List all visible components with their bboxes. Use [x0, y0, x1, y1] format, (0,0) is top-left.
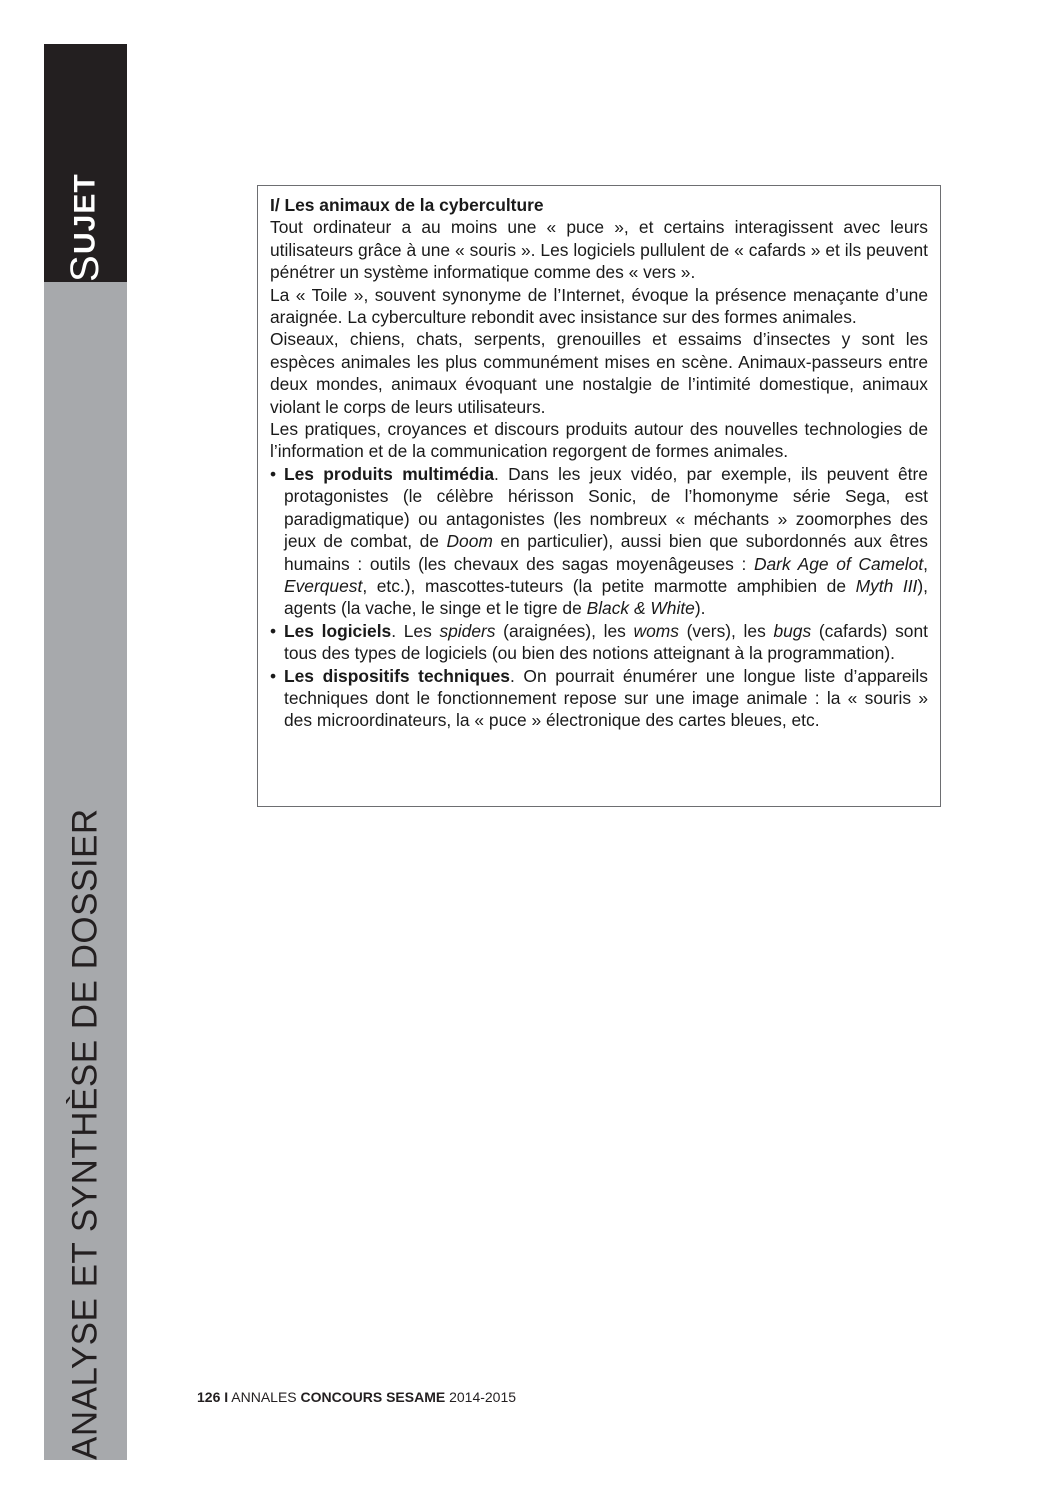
term-italic: spiders	[439, 620, 496, 641]
bullet-text: (araignées), les	[495, 620, 634, 641]
term-italic: bugs	[773, 620, 812, 641]
paragraph-2: La « Toile », souvent synonyme de l’Internet, évoque la présence menaçante d’une araignée. La cyberculture rebondit avec insistance sur des formes animales.	[270, 284, 928, 328]
box-title: I/ Les animaux de la cyberculture	[270, 195, 544, 215]
bullet-text: (cafards) sont tous des types de logiciels (ou bien des notions atteignant à la programmation).	[284, 620, 928, 664]
bullet-list	[270, 463, 928, 732]
bullet-lead: Les produits multimédia	[284, 463, 494, 484]
paragraph-3: Oiseaux, chiens, chats, serpents, grenouilles et essaims d’insectes y sont les espèces animales les plus communément mises en scène. Animaux-passeurs entre deux mondes, animaux évoquant une nostalgie de l’intimité domestique, animaux violant le corps de leurs utilisateurs.	[270, 329, 928, 417]
bullet-text: . Dans les jeux vidéo, par exemple, ils peuvent être protagonistes (le célèbre hérisson Sonic, de l’homonyme série Sega, est paradigmatique) ou antagonistes (les nombreux « méchants » zoomorphes des jeux de combat, de	[284, 463, 928, 552]
bullet-text: (vers), les	[678, 620, 774, 641]
title-italic: Myth III	[855, 575, 918, 596]
title-italic: Dark Age of Camelot	[753, 553, 924, 574]
page-number: 126	[197, 1389, 221, 1405]
footer-years: 2014-2015	[449, 1389, 517, 1405]
tab-rest: UJET	[68, 173, 102, 255]
term-italic: woms	[633, 620, 679, 641]
bullet-item-multimedia	[270, 463, 928, 620]
bullet-text: ), agents (la vache, le singe et le tigre de	[284, 575, 929, 619]
bullet-text: , etc.), mascottes-tuteurs (la petite marmotte amphibien de	[362, 575, 856, 596]
bullet-text: ).	[694, 598, 706, 619]
bullet-text: . Les	[391, 620, 440, 641]
sidebar-tab	[44, 44, 127, 282]
bullet-text: en particulier), aussi bien que subordonnés aux êtres humains : outils (les chevaux des sagas moyenâgeuses :	[284, 531, 928, 574]
title-italic: Everquest	[284, 575, 363, 596]
page-footer	[197, 1389, 516, 1405]
paragraph-1: Tout ordinateur a au moins une « puce », et certains interagissent avec leurs utilisateurs grâce à une « souris ». Les logiciels pullulent de « cafards » et ils peuvent pénétrer un système informatique comme des « vers ».	[270, 217, 928, 283]
text-box	[257, 185, 941, 807]
bullet-lead: Les dispositifs techniques	[284, 665, 510, 686]
sidebar-section	[44, 282, 127, 1460]
sidebar-tab-label	[44, 44, 127, 282]
title-italic: Black & White	[586, 598, 695, 619]
bullet-item-logiciels	[270, 620, 928, 665]
footer-concours: CONCOURS SESAME	[300, 1389, 446, 1405]
bullet-lead: Les logiciels	[284, 620, 392, 641]
section-title: ANALYSE ET SYNTHÈSE DE DOSSIER	[65, 808, 105, 1460]
paragraph-4: Les pratiques, croyances et discours produits autour des nouvelles technologies de l’information et de la communication regorgent de formes animales.	[270, 419, 928, 462]
bullet-text: ,	[923, 553, 928, 574]
title-italic: Doom	[446, 531, 493, 552]
tab-initial: S	[63, 254, 107, 282]
footer-annales: ANNALES	[231, 1389, 297, 1405]
bullet-text: . On pourrait énumérer une longue liste d’appareils techniques dont le fonctionnement repose sur une image animale : la « souris » des microordinateurs, la « puce » électronique des cartes bleues, etc.	[284, 665, 928, 731]
footer-separator: I	[224, 1389, 229, 1405]
bullet-item-dispositifs	[270, 665, 928, 732]
